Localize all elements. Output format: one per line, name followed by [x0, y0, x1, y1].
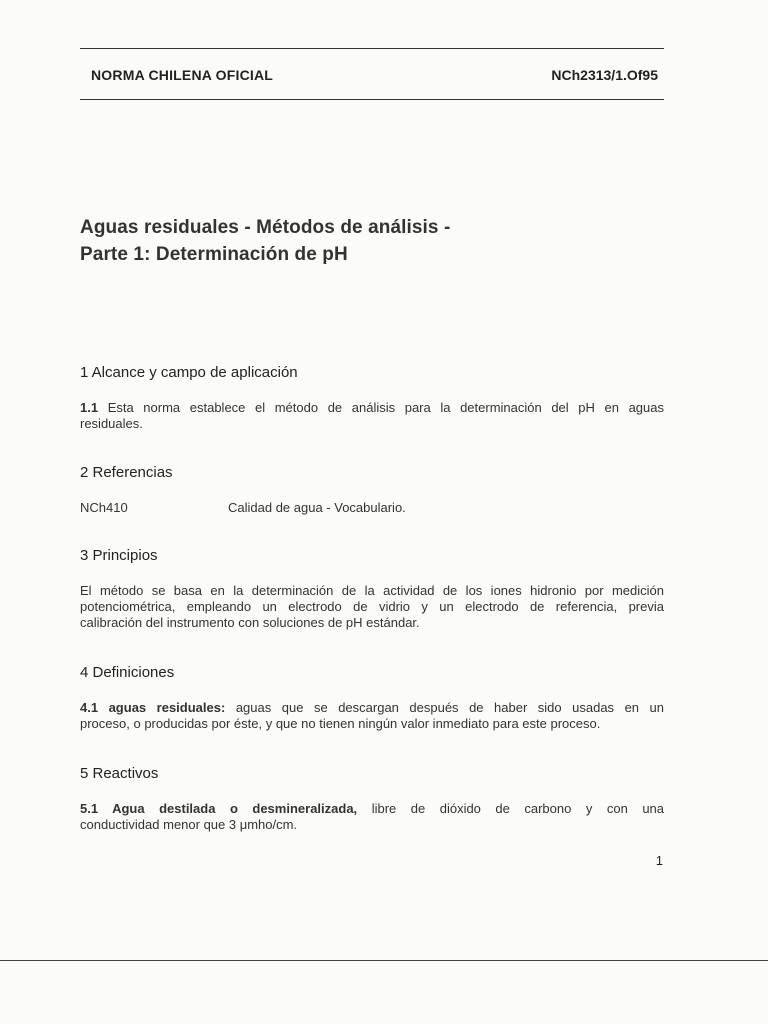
page-bottom-edge-rule	[0, 960, 768, 961]
header-standard-label: NORMA CHILENA OFICIAL	[91, 67, 274, 83]
clause-number: 1.1	[80, 400, 99, 415]
section-1-heading: 1 Alcance y campo de aplicación	[80, 364, 298, 381]
reference-code: NCh410	[80, 500, 128, 515]
paragraph-line-1: El método se basa en la determinación de la actividad de los iones hidronio por medición	[80, 583, 664, 598]
clause-text-line-2: residuales.	[80, 416, 143, 431]
paragraph-line-3: calibración del instrumento con soluciones de pH estándar.	[80, 615, 420, 630]
clause-text-line-1: Esta norma establece el método de análisis para la determinación del pH en aguas	[107, 400, 664, 415]
page-number: 1	[655, 853, 663, 868]
section-5-heading: 5 Reactivos	[80, 765, 159, 782]
section-4-heading: 4 Definiciones	[80, 664, 175, 681]
header-standard-code: NCh2313/1.Of95	[551, 67, 658, 83]
section-4-paragraph	[80, 700, 664, 732]
section-2-heading: 2 Referencias	[80, 464, 173, 481]
top-rule	[80, 48, 664, 49]
header-bottom-rule	[80, 99, 664, 100]
section-3-heading: 3 Principios	[80, 547, 158, 564]
section-1-paragraph	[80, 400, 664, 432]
reagent-term: 5.1 Agua destilada o desmineralizada,	[80, 801, 358, 816]
definition-term: 4.1 aguas residuales:	[80, 700, 226, 715]
definition-text-line-1: aguas que se descargan después de haber sido usadas en un	[235, 700, 664, 715]
reagent-text-line-1: libre de dióxido de carbono y con una	[371, 801, 665, 816]
definition-text-line-2: proceso, o producidas por éste, y que no tienen ningún valor inmediato para este proceso.	[80, 716, 601, 731]
reference-description: Calidad de agua - Vocabulario.	[228, 500, 406, 515]
paragraph-line-2: potenciométrica, empleando un electrodo de vidrio y un electrodo de referencia, previa	[80, 599, 664, 614]
section-5-paragraph	[80, 801, 664, 833]
section-3-paragraph	[80, 583, 664, 631]
document-title-line-2: Parte 1: Determinación de pH	[80, 244, 348, 265]
reagent-text-line-2: conductividad menor que 3 μmho/cm.	[80, 817, 298, 832]
document-title-line-1: Aguas residuales - Métodos de análisis -	[80, 217, 451, 238]
